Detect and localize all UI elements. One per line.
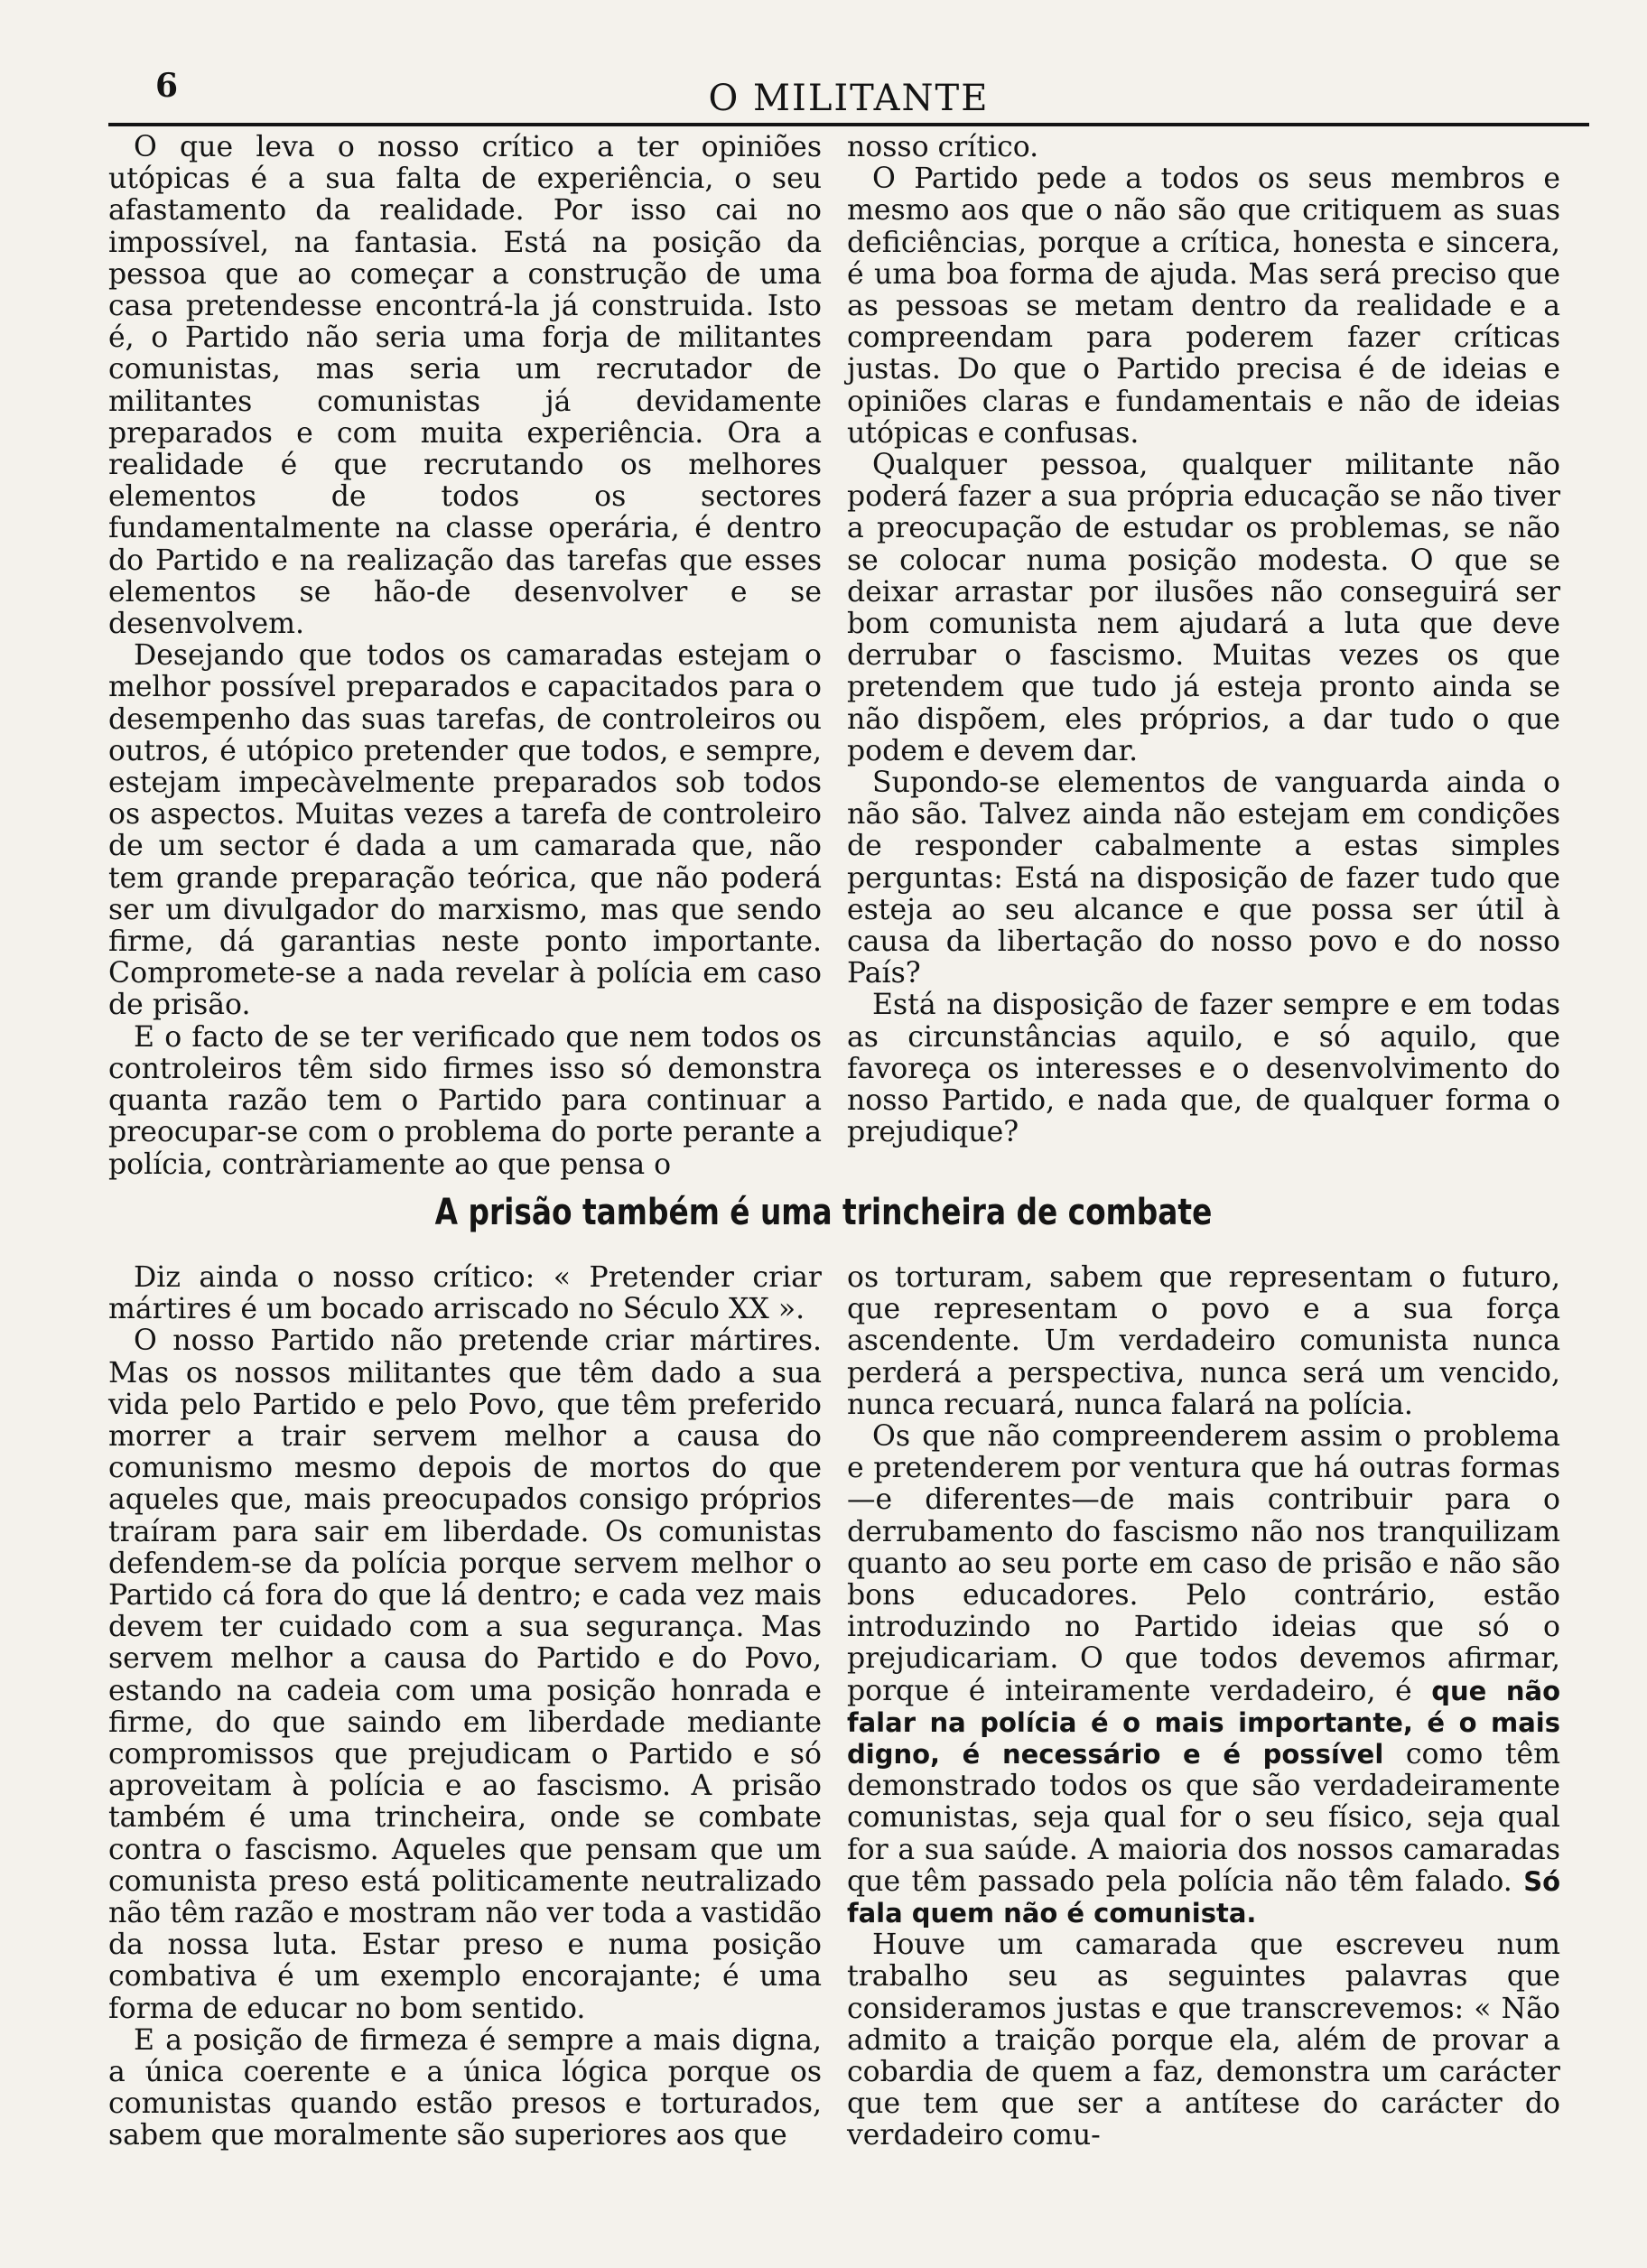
section-headline: A prisão também é uma trincheira de combate [434, 1192, 1213, 1233]
paragraph: O que leva o nosso crítico a ter opiniões utópicas é a sua falta de experiência, o seu afastamento da realidade. Por isso cai no impossível, na fantasia. Está na posição da pessoa que ao começar a construção de uma casa pretendesse encontrá-la já construida. Isto é, o Partido não seria uma forja de militantes comunistas, mas seria um recrutador de militantes comunistas já devidamente preparados e com muita experiência. Ora a realidade é que recrutando os melhores elementos de todos os sectores fundamentalmente na classe operária, é dentro do Partido e na realização das tarefas que esses elementos se hão-de desenvolver e se desenvolvem. [108, 131, 822, 641]
paragraph: O Partido pede a todos os seus membros e mesmo aos que o não são que critiquem as suas deficiências, porque a crítica, honesta e sincera, é uma boa forma de ajuda. Mas será preciso que as pessoas se metam dentro da realidade e a compreendam para poderem fazer críticas justas. Do que o Partido precisa é de ideias e opiniões claras e fundamentais e não de ideias utópicas e confusas. [847, 163, 1560, 450]
article-bottom-right-column [847, 1262, 1560, 2152]
paragraph: O nosso Partido não pretende criar mártires. Mas os nossos militantes que têm dado a sua vida pelo Partido e pelo Povo, que têm preferido morrer a trair servem melhor a causa do comunismo mesmo depois de mortos do que aqueles que, mais preocupados consigo próprios traíram para sair em liberdade. Os comunistas defendem-se da polícia porque servem melhor o Partido cá fora do que lá dentro; e cada vez mais devem ter cuidado com a sua segurança. Mas servem melhor a causa do Partido e do Povo, estando na cadeia com uma posição honrada e firme, do que saindo em liberdade mediante compromissos que prejudicam o Partido e só aproveitam à polícia e ao fascismo. A prisão também é uma trincheira, onde se combate contra o fascismo. Aqueles que pensam que um comunista preso está politicamente neutralizado não têm razão e mostram não ver toda a vastidão da nossa luta. Estar preso e numa posição combativa é um exemplo encorajante; é uma forma de educar no bom sentido. [108, 1325, 822, 2025]
paragraph: Houve um camarada que escreveu num trabalho seu as seguintes palavras que consideramos justas e que transcrevemos: « Não admito a traição porque ela, além de provar a cobardia de quem a faz, demonstra um carácter que tem que ser a antítese do carácter do verdadeiro comu- [847, 1929, 1560, 2152]
emphasis-text: que não falar na polícia é o mais importante, é o mais digno, é necessário e é possível [847, 1675, 1560, 1771]
article-bottom-left-column [108, 1262, 822, 2152]
paragraph: nosso crítico. [847, 131, 1039, 163]
paragraph: Supondo-se elementos de vanguarda ainda o não são. Talvez ainda não estejam em condições de responder cabalmente a estas simples perguntas: Está na disposição de fazer tudo que esteja ao seu alcance e que possa ser útil à causa da libertação do nosso povo e do nosso País? [847, 767, 1560, 990]
page-header [108, 63, 1589, 126]
paragraph: Desejando que todos os camaradas estejam o melhor possível preparados e capacitados para o desempenho das suas tarefas, de controleiros ou outros, é utópico pretender que todos, e sempre, estejam impecàvelmente preparados sob todos os aspectos. Muitas vezes a tarefa de controleiro de um sector é dada a um camarada que, não tem grande preparação teórica, que não poderá ser um divulgador do marxismo, mas que sendo firme, dá garantias neste ponto importante. Compromete-se a nada revelar à polícia em caso de prisão. [108, 639, 822, 1022]
paragraph: os torturam, sabem que representam o futuro, que representam o povo e a sua força ascendente. Um verdadeiro comunista nunca perderá a perspectiva, nunca será um vencido, nunca recuará, nunca falará na polícia. [847, 1261, 1560, 1421]
article-top-left-column [108, 132, 822, 1181]
emphasis-text: Só fala quem não é comunista. [847, 1865, 1560, 1929]
paragraph: Qualquer pessoa, qualquer militante não poderá fazer a sua própria educação se não tiver a preocupação de estudar os problemas, se não se colocar numa posição modesta. O que se deixar arrastar por ilusões não conseguirá ser bom comunista nem ajudará a luta que deve derrubar o fascismo. Muitas vezes os que pretendem que tudo já esteja pronto ainda se não dispõem, eles próprios, a dar tudo o que podem e devem dar. [847, 449, 1560, 767]
paragraph: E o facto de se ter verificado que nem todos os controleiros têm sido firmes isso só demonstra quanta razão tem o Partido para continuar a preocupar-se com o problema do porte perante a polícia, contràriamente ao que pensa o [108, 1020, 822, 1181]
header-rule [108, 123, 1589, 126]
page-number: 6 [155, 67, 179, 105]
text-run: como têm demonstrado todos os que são verdadeiramente comunistas, seja qual for o seu físico, seja qual for a sua saúde. A maioria dos nossos camaradas que têm passado pela polícia não têm falado. [847, 1738, 1561, 1898]
paragraph: E a posição de firmeza é sempre a mais digna, a única coerente e a única lógica porque os comunistas quando estão presos e torturados, sabem que moralmente são superiores aos que [108, 2023, 822, 2152]
paragraph: Diz ainda o nosso crítico: « Pretender criar mártires é um bocado arriscado no Século XX ». [108, 1261, 822, 1326]
article-top-right-column [847, 132, 1560, 1149]
text-run: Os que não compreenderem assim o problema e pretenderem por ventura que há outras formas—e diferentes—de mais contribuir para o derrubamento do fascismo não nos tranquilizam quanto ao seu porte em caso de prisão e não são bons educadores. Pelo contrário, estão introduzindo no Partido ideias que só o prejudicariam. O que todos devemos afirmar, porque é inteiramente verdadeiro, é [847, 1420, 1560, 1707]
publication-title: O MILITANTE [708, 78, 990, 119]
paragraph [847, 1421, 1560, 1929]
paragraph: Está na disposição de fazer sempre e em todas as circunstâncias aquilo, e só aquilo, que favoreça os interesses e o desenvolvimento do nosso Partido, e nada que, de qualquer forma o prejudique? [847, 989, 1560, 1149]
